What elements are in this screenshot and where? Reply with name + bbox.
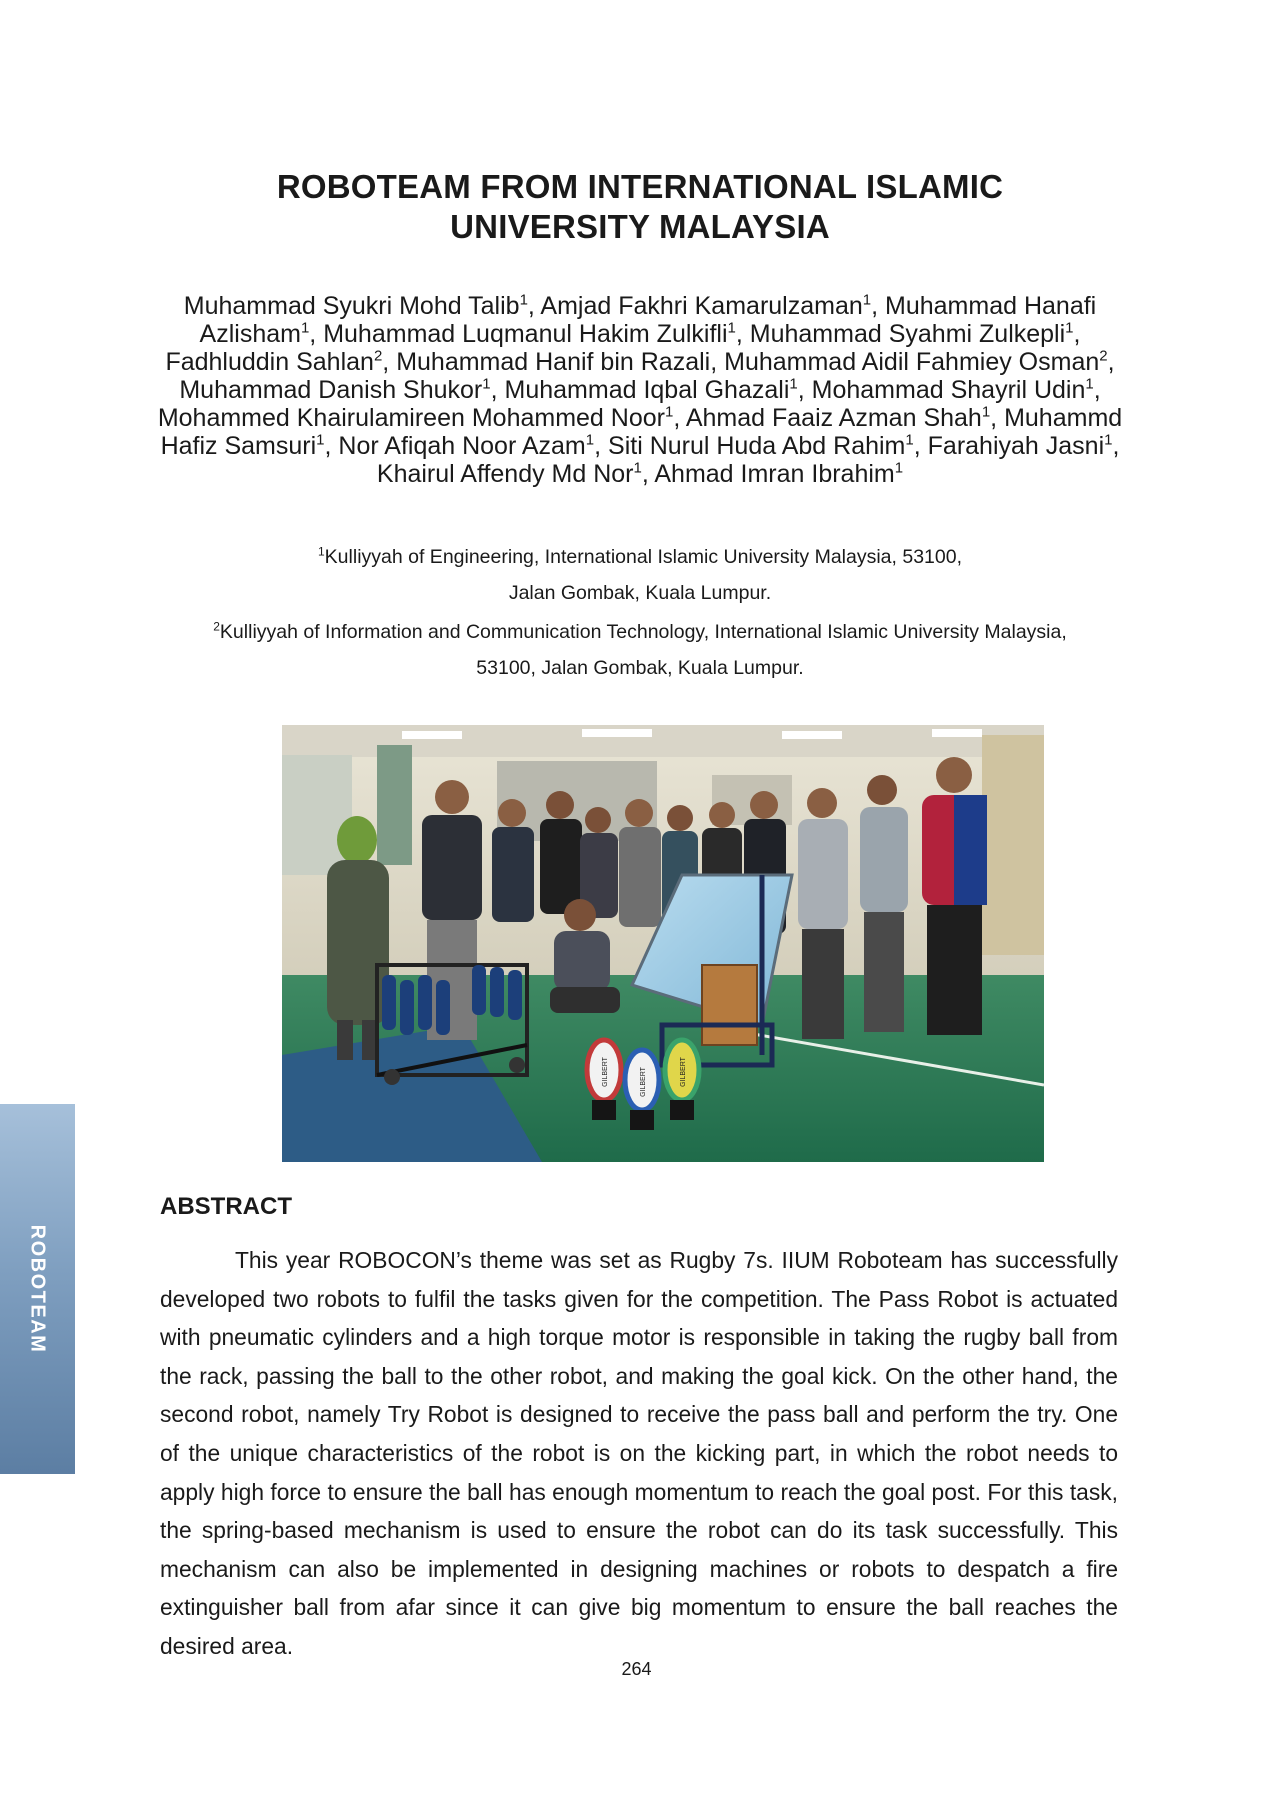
rugby-balls <box>587 1040 699 1130</box>
affiliation-text: Kulliyyah of Engineering, International Islamic University Malaysia, 53100, <box>324 546 962 568</box>
author-affiliation-marker: 2 <box>373 347 383 365</box>
side-tab-label: ROBOTEAM <box>26 1224 49 1354</box>
author-name: Muhammad Danish Shukor <box>179 376 483 404</box>
abstract-body: This year ROBOCON’s theme was set as Rugby 7s. IIUM Roboteam has successfully developed two robots to fulfil the tasks given for the competition. The Pass Robot is actuated with pneumatic cylinders and a high torque motor is responsible in taking the rugby ball from the rack, passing the ball to the other robot, and making the goal kick. On the other hand, the second robot, namely Try Robot is designed to receive the pass ball and perform the try. One of the unique characteristics of the robot is on the kicking part, in which the robot needs to apply high force to ensure the ball has enough momentum to reach the goal post. For this task, the spring-based mechanism is used to ensure the robot can do its task successfully. This mechanism can also be implemented in designing machines or robots to despatch a fire extinguisher ball from afar since it can give big momentum to ensure the ball reaches the desired area. <box>160 1247 1118 1659</box>
affiliation-2-line-2: 53100, Jalan Gombak, Kuala Lumpur. <box>476 657 804 679</box>
author-name: Muhammad Hanafi Azlisham <box>199 292 1097 348</box>
affiliation-1-line-1 <box>140 539 1140 575</box>
ceiling-light <box>932 729 982 737</box>
author-name: Muhammad Luqmanul Hakim Zulkifli <box>323 320 728 348</box>
author-list: Muhammad Syukri Mohd Talib$^1$, Amjad Fakhri Kamarulzaman$^1$, Muhammad Hanafi Azlisham$^1$, Muhammad Luqmanul Hakim Zulkifli$^1$, Muhammad Syahmi Zulkepli$^1$, Fadhluddin Sahlan$^2$, Muhammad Hanif bin Razali, Muhammad Aidil Fahmiey Osman$^2$, Muhammad Danish Shukor$^1$, Muhammad Iqbal Ghazali$^1$, Mohammad Shayril Udin$^1$, Mohammed Khairulamireen Mohammed Noor$^1$, Ahmad Faaiz Azman Shah$^1$, Muhammd Hafiz Samsuri$^1$, Nor Afiqah Noor Azam$^1$, Siti Nurul Huda Abd Rahim$^1$, Farahiyah Jasni$^1$, Khairul Affendy Md Nor$^1$, Ahmad Imran Ibrahim$^1$ <box>157 291 1123 488</box>
author-affiliation-marker: 1 <box>1065 319 1074 337</box>
author-affiliation-marker: 1 <box>894 459 904 477</box>
author-name: Fadhluddin Sahlan <box>165 348 374 376</box>
author-affiliation-marker: 1 <box>300 319 310 337</box>
ceiling-light <box>402 731 462 739</box>
author-affiliation-marker: 1 <box>519 291 528 309</box>
author-affiliation-marker: 1 <box>789 375 798 393</box>
ceiling-light <box>582 729 652 737</box>
affiliation-1 <box>140 539 1140 611</box>
author-name: Khairul Affendy Md Nor <box>376 460 634 488</box>
ceiling-light <box>782 731 842 739</box>
author-name: Ahmad Imran Ibrahim <box>654 460 895 488</box>
team-photo <box>282 725 1044 1162</box>
affiliation-text: Kulliyyah of Information and Communication Technology, International Islamic University Malaysia, <box>219 621 1067 643</box>
author-affiliation-marker: 1 <box>862 291 872 309</box>
author-name: Mohammad Shayril Udin <box>811 376 1086 404</box>
author-affiliation-marker: 1 <box>1085 375 1094 393</box>
side-wall <box>982 735 1044 955</box>
author-affiliation-marker: 2 <box>1099 347 1108 365</box>
window <box>282 755 352 875</box>
author-affiliation-marker: 1 <box>633 459 642 477</box>
title-line-1: ROBOTEAM FROM INTERNATIONAL ISLAMIC <box>276 168 1004 205</box>
author-affiliation-marker: 1 <box>981 403 991 421</box>
author-name: Mohammed Khairulamireen Mohammed Noor <box>157 404 665 432</box>
affiliation-2 <box>140 614 1140 686</box>
author-name: Siti Nurul Huda Abd Rahim <box>608 432 906 460</box>
affiliation-marker: 2 <box>213 619 220 634</box>
author-affiliation-marker: 1 <box>585 431 595 449</box>
window <box>377 745 412 865</box>
ball-label: GILBERT <box>640 1067 647 1097</box>
author-name: Muhammad Aidil Fahmiey Osman <box>724 348 1100 376</box>
author-affiliation-marker: 1 <box>664 403 674 421</box>
author-name: Amjad Fakhri Kamarulzaman <box>540 292 863 320</box>
section-side-tab <box>0 1104 75 1474</box>
author-name: Muhammad Syahmi Zulkepli <box>749 320 1066 348</box>
abstract-heading: ABSTRACT <box>160 1193 292 1220</box>
paper-title <box>160 167 1120 247</box>
ball-label: GILBERT <box>680 1057 687 1087</box>
author-affiliation-marker: 1 <box>316 431 325 449</box>
author-name: Farahiyah Jasni <box>927 432 1105 460</box>
author-affiliation-marker: 1 <box>727 319 736 337</box>
affiliation-1-line-2: Jalan Gombak, Kuala Lumpur. <box>508 582 772 604</box>
author-affiliation-marker: 1 <box>905 431 914 449</box>
affiliation-2-line-1 <box>140 614 1140 650</box>
author-name: Muhammd Hafiz Samsuri <box>160 404 1123 460</box>
author-affiliation-marker: 1 <box>482 375 491 393</box>
ball-label: GILBERT <box>602 1057 609 1087</box>
team-photo-illustration <box>282 725 1044 1162</box>
author-name: Muhammad Syukri Mohd Talib <box>183 292 520 320</box>
title-line-2: UNIVERSITY MALAYSIA <box>450 208 830 245</box>
author-affiliation-marker: 1 <box>1104 431 1113 449</box>
author-name: Muhammad Hanif bin Razali <box>396 348 711 376</box>
author-name: Nor Afiqah Noor Azam <box>338 432 586 460</box>
author-name: Ahmad Faaiz Azman Shah <box>685 404 982 432</box>
page-number: 264 <box>621 1659 652 1679</box>
affiliation-marker: 1 <box>317 544 325 559</box>
author-name: Muhammad Iqbal Ghazali <box>504 376 790 404</box>
